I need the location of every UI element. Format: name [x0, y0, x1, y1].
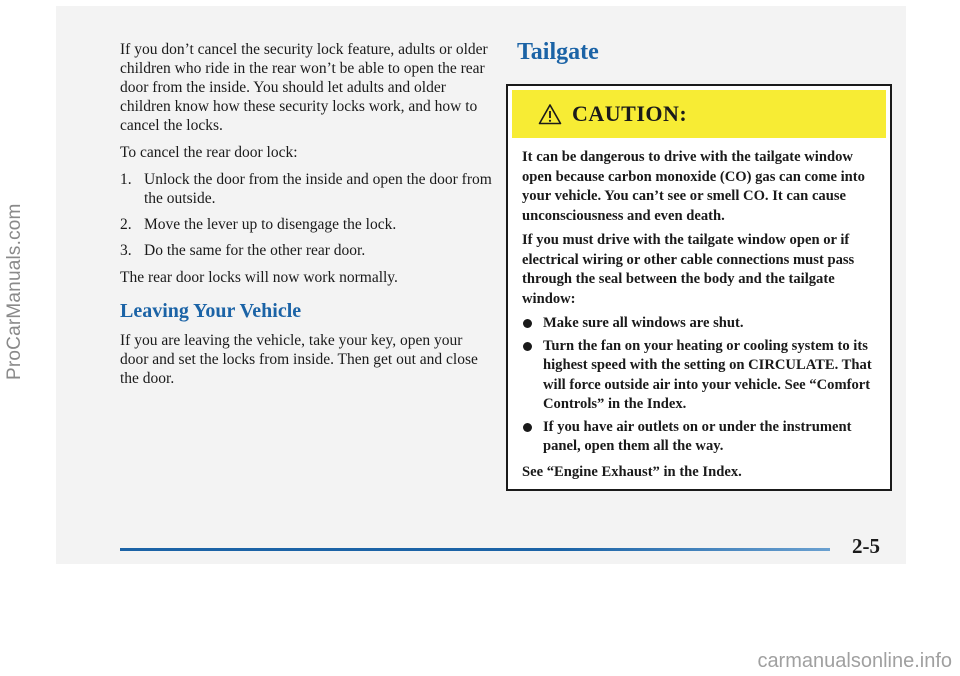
- list-item: [522, 418, 878, 457]
- side-watermark: ProCarManuals.com: [4, 203, 25, 380]
- leaving-vehicle-paragraph: If you are leaving the vehicle, take your key, open your door and set the locks from inside. Then get out and close the door.: [120, 332, 478, 387]
- caution-paragraph: If you must drive with the tailgate window open or if electrical wiring or other cable connections must pass through the seal between the body and the tailgate window:: [522, 232, 855, 307]
- bullet-text: Make sure all windows are shut.: [543, 315, 744, 331]
- locks-normal-paragraph: The rear door locks will now work normally.: [120, 269, 398, 286]
- caution-body: [522, 148, 878, 487]
- bullet-icon: [523, 423, 532, 432]
- caution-paragraph: See “Engine Exhaust” in the Index.: [522, 463, 742, 480]
- footer-rule: [120, 548, 830, 551]
- caution-label: CAUTION:: [572, 101, 688, 126]
- warning-triangle-icon: [538, 103, 562, 125]
- list-item: [522, 337, 878, 415]
- left-column: [120, 40, 492, 396]
- caution-paragraph: It can be dangerous to drive with the tailgate window open because carbon monoxide (CO) gas can come into your vehicle. You can’t see or smell CO. It can cause unconsciousness and even death.: [522, 149, 865, 224]
- page-number: 2-5: [852, 534, 880, 558]
- list-item: [120, 170, 492, 208]
- tailgate-heading: Tailgate: [517, 39, 599, 65]
- bottom-watermark: carmanualsonline.info: [757, 650, 952, 672]
- cancel-steps-list: [120, 170, 492, 260]
- leaving-vehicle-heading: Leaving Your Vehicle: [120, 300, 302, 322]
- cancel-intro: To cancel the rear door lock:: [120, 144, 298, 161]
- step-text: Move the lever up to disengage the lock.: [144, 216, 397, 233]
- caution-box: [506, 84, 892, 491]
- list-item: [522, 314, 878, 334]
- caution-header: [512, 90, 886, 138]
- bullet-text: Turn the fan on your heating or cooling system to its highest speed with the setting on CIRCULATE. That will force outside air into your vehicle. See “Comfort Controls” in the Index.: [543, 337, 872, 412]
- step-text: Do the same for the other rear door.: [144, 242, 366, 259]
- step-number: 2.: [120, 216, 132, 233]
- step-number: 1.: [120, 171, 132, 188]
- caution-bullet-list: [522, 314, 878, 457]
- bullet-icon: [523, 342, 532, 351]
- step-text: Unlock the door from the inside and open the door from the outside.: [144, 171, 492, 207]
- security-lock-paragraph: If you don’t cancel the security lock feature, adults or older children who ride in the rear won’t be able to open the rear door from the inside. You should let adults and older children know how these security locks work, and how to cancel the locks.: [120, 41, 488, 134]
- list-item: [120, 241, 492, 260]
- bullet-icon: [523, 319, 532, 328]
- list-item: [120, 215, 492, 234]
- step-number: 3.: [120, 242, 132, 259]
- bullet-text: If you have air outlets on or under the instrument panel, open them all the way.: [543, 418, 852, 454]
